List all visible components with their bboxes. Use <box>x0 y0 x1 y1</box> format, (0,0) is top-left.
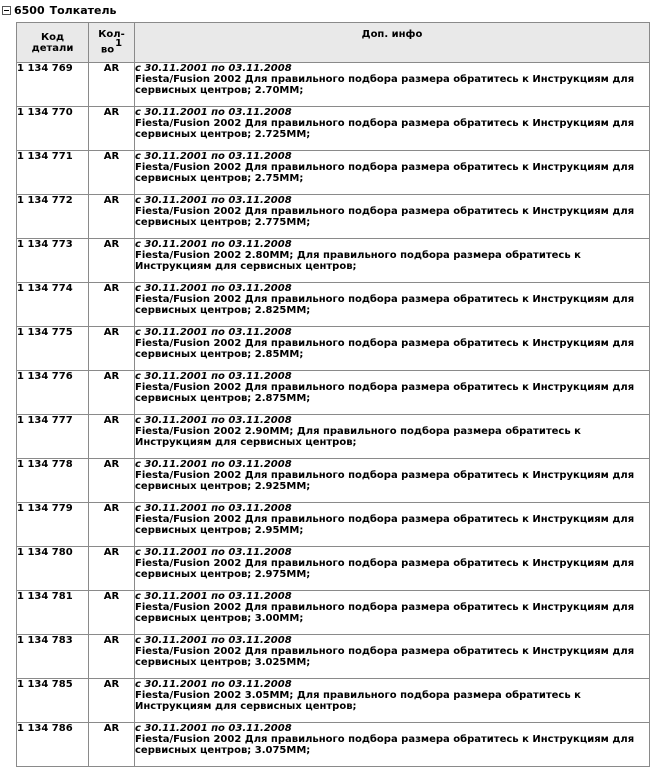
part-description: Fiesta/Fusion 2002 Для правильного подбора размера обратитесь к Инструкциям для сервисных центров; 2.75MM; <box>135 162 635 184</box>
part-code[interactable]: 1 134 778 <box>17 459 89 503</box>
table-row <box>17 283 650 327</box>
part-qty: AR <box>89 503 135 547</box>
validity-dates: с 30.11.2001 по 03.11.2008 <box>135 195 292 206</box>
section-title: Толкатель <box>49 3 117 17</box>
part-info <box>135 327 650 371</box>
part-code[interactable]: 1 134 776 <box>17 371 89 415</box>
part-qty: AR <box>89 239 135 283</box>
part-code[interactable]: 1 134 785 <box>17 679 89 723</box>
table-row <box>17 591 650 635</box>
part-qty: AR <box>89 415 135 459</box>
table-row <box>17 415 650 459</box>
part-description: Fiesta/Fusion 2002 Для правильного подбора размера обратитесь к Инструкциям для сервисных центров; 2.95MM; <box>135 514 635 536</box>
table-row <box>17 635 650 679</box>
part-info <box>135 591 650 635</box>
column-header-qty <box>89 23 135 63</box>
part-info <box>135 503 650 547</box>
part-qty: AR <box>89 63 135 107</box>
part-description: Fiesta/Fusion 2002 2.80MM; Для правильного подбора размера обратитесь к Инструкциям для сервисных центров; <box>135 250 581 272</box>
table-row <box>17 459 650 503</box>
code-header-line2: детали <box>31 42 74 54</box>
part-description: Fiesta/Fusion 2002 Для правильного подбора размера обратитесь к Инструкциям для сервисных центров; 2.825MM; <box>135 294 635 316</box>
table-row <box>17 679 650 723</box>
table-row <box>17 239 650 283</box>
validity-dates: с 30.11.2001 по 03.11.2008 <box>135 635 292 646</box>
table-row <box>17 107 650 151</box>
qty-footnote-marker[interactable]: 1 <box>115 38 123 50</box>
part-description: Fiesta/Fusion 2002 Для правильного подбора размера обратитесь к Инструкциям для сервисных центров; 3.025MM; <box>135 646 635 668</box>
part-info <box>135 239 650 283</box>
part-qty: AR <box>89 547 135 591</box>
qty-header-line2: во <box>100 44 115 56</box>
part-description: Fiesta/Fusion 2002 Для правильного подбора размера обратитесь к Инструкциям для сервисных центров; 2.85MM; <box>135 338 635 360</box>
part-description: Fiesta/Fusion 2002 Для правильного подбора размера обратитесь к Инструкциям для сервисных центров; 2.70MM; <box>135 74 635 96</box>
part-code[interactable]: 1 134 779 <box>17 503 89 547</box>
section-header <box>2 3 116 17</box>
column-header-info: Доп. инфо <box>135 23 650 63</box>
part-qty: AR <box>89 327 135 371</box>
part-info <box>135 63 650 107</box>
part-qty: AR <box>89 151 135 195</box>
part-info <box>135 151 650 195</box>
part-description: Fiesta/Fusion 2002 Для правильного подбора размера обратитесь к Инструкциям для сервисных центров; 2.975MM; <box>135 558 635 580</box>
validity-dates: с 30.11.2001 по 03.11.2008 <box>135 503 292 514</box>
part-description: Fiesta/Fusion 2002 Для правильного подбора размера обратитесь к Инструкциям для сервисных центров; 2.875MM; <box>135 382 635 404</box>
part-qty: AR <box>89 107 135 151</box>
part-info <box>135 723 650 767</box>
part-qty: AR <box>89 591 135 635</box>
part-code[interactable]: 1 134 777 <box>17 415 89 459</box>
validity-dates: с 30.11.2001 по 03.11.2008 <box>135 591 292 602</box>
part-code[interactable]: 1 134 771 <box>17 151 89 195</box>
part-info <box>135 635 650 679</box>
part-qty: AR <box>89 635 135 679</box>
part-code[interactable]: 1 134 770 <box>17 107 89 151</box>
table-row <box>17 151 650 195</box>
part-description: Fiesta/Fusion 2002 Для правильного подбора размера обратитесь к Инструкциям для сервисных центров; 2.775MM; <box>135 206 635 228</box>
part-info <box>135 107 650 151</box>
part-qty: AR <box>89 723 135 767</box>
table-row <box>17 547 650 591</box>
parts-table <box>16 22 650 767</box>
part-description: Fiesta/Fusion 2002 2.90MM; Для правильного подбора размера обратитесь к Инструкциям для сервисных центров; <box>135 426 581 448</box>
validity-dates: с 30.11.2001 по 03.11.2008 <box>135 723 292 734</box>
validity-dates: с 30.11.2001 по 03.11.2008 <box>135 151 292 162</box>
validity-dates: с 30.11.2001 по 03.11.2008 <box>135 327 292 338</box>
table-header-row <box>17 23 650 63</box>
part-qty: AR <box>89 195 135 239</box>
table-row <box>17 63 650 107</box>
part-qty: AR <box>89 459 135 503</box>
part-qty: AR <box>89 679 135 723</box>
table-row <box>17 503 650 547</box>
table-row <box>17 371 650 415</box>
validity-dates: с 30.11.2001 по 03.11.2008 <box>135 371 292 382</box>
part-description: Fiesta/Fusion 2002 Для правильного подбора размера обратитесь к Инструкциям для сервисных центров; 3.00MM; <box>135 602 635 624</box>
part-info <box>135 459 650 503</box>
part-info <box>135 195 650 239</box>
part-code[interactable]: 1 134 786 <box>17 723 89 767</box>
part-info <box>135 371 650 415</box>
validity-dates: с 30.11.2001 по 03.11.2008 <box>135 679 292 690</box>
validity-dates: с 30.11.2001 по 03.11.2008 <box>135 547 292 558</box>
part-code[interactable]: 1 134 769 <box>17 63 89 107</box>
validity-dates: с 30.11.2001 по 03.11.2008 <box>135 415 292 426</box>
part-qty: AR <box>89 283 135 327</box>
part-info <box>135 415 650 459</box>
part-info <box>135 547 650 591</box>
part-code[interactable]: 1 134 773 <box>17 239 89 283</box>
part-code[interactable]: 1 134 774 <box>17 283 89 327</box>
part-code[interactable]: 1 134 772 <box>17 195 89 239</box>
part-info <box>135 679 650 723</box>
part-code[interactable]: 1 134 780 <box>17 547 89 591</box>
collapse-toggle-icon[interactable] <box>2 6 11 15</box>
section-number: 6500 <box>14 3 45 17</box>
part-code[interactable]: 1 134 781 <box>17 591 89 635</box>
code-header-line1: Код <box>40 31 65 43</box>
table-row <box>17 723 650 767</box>
part-info <box>135 283 650 327</box>
validity-dates: с 30.11.2001 по 03.11.2008 <box>135 239 292 250</box>
validity-dates: с 30.11.2001 по 03.11.2008 <box>135 107 292 118</box>
table-row <box>17 195 650 239</box>
table-row <box>17 327 650 371</box>
part-description: Fiesta/Fusion 2002 Для правильного подбора размера обратитесь к Инструкциям для сервисных центров; 2.725MM; <box>135 118 635 140</box>
part-description: Fiesta/Fusion 2002 Для правильного подбора размера обратитесь к Инструкциям для сервисных центров; 3.075MM; <box>135 734 635 756</box>
part-qty: AR <box>89 371 135 415</box>
part-description: Fiesta/Fusion 2002 Для правильного подбора размера обратитесь к Инструкциям для сервисных центров; 2.925MM; <box>135 470 635 492</box>
validity-dates: с 30.11.2001 по 03.11.2008 <box>135 63 292 74</box>
part-code[interactable]: 1 134 783 <box>17 635 89 679</box>
part-description: Fiesta/Fusion 2002 3.05MM; Для правильного подбора размера обратитесь к Инструкциям для сервисных центров; <box>135 690 581 712</box>
validity-dates: с 30.11.2001 по 03.11.2008 <box>135 283 292 294</box>
qty-header-line1: Кол- <box>98 29 125 41</box>
validity-dates: с 30.11.2001 по 03.11.2008 <box>135 459 292 470</box>
part-code[interactable]: 1 134 775 <box>17 327 89 371</box>
column-header-code <box>17 23 89 63</box>
